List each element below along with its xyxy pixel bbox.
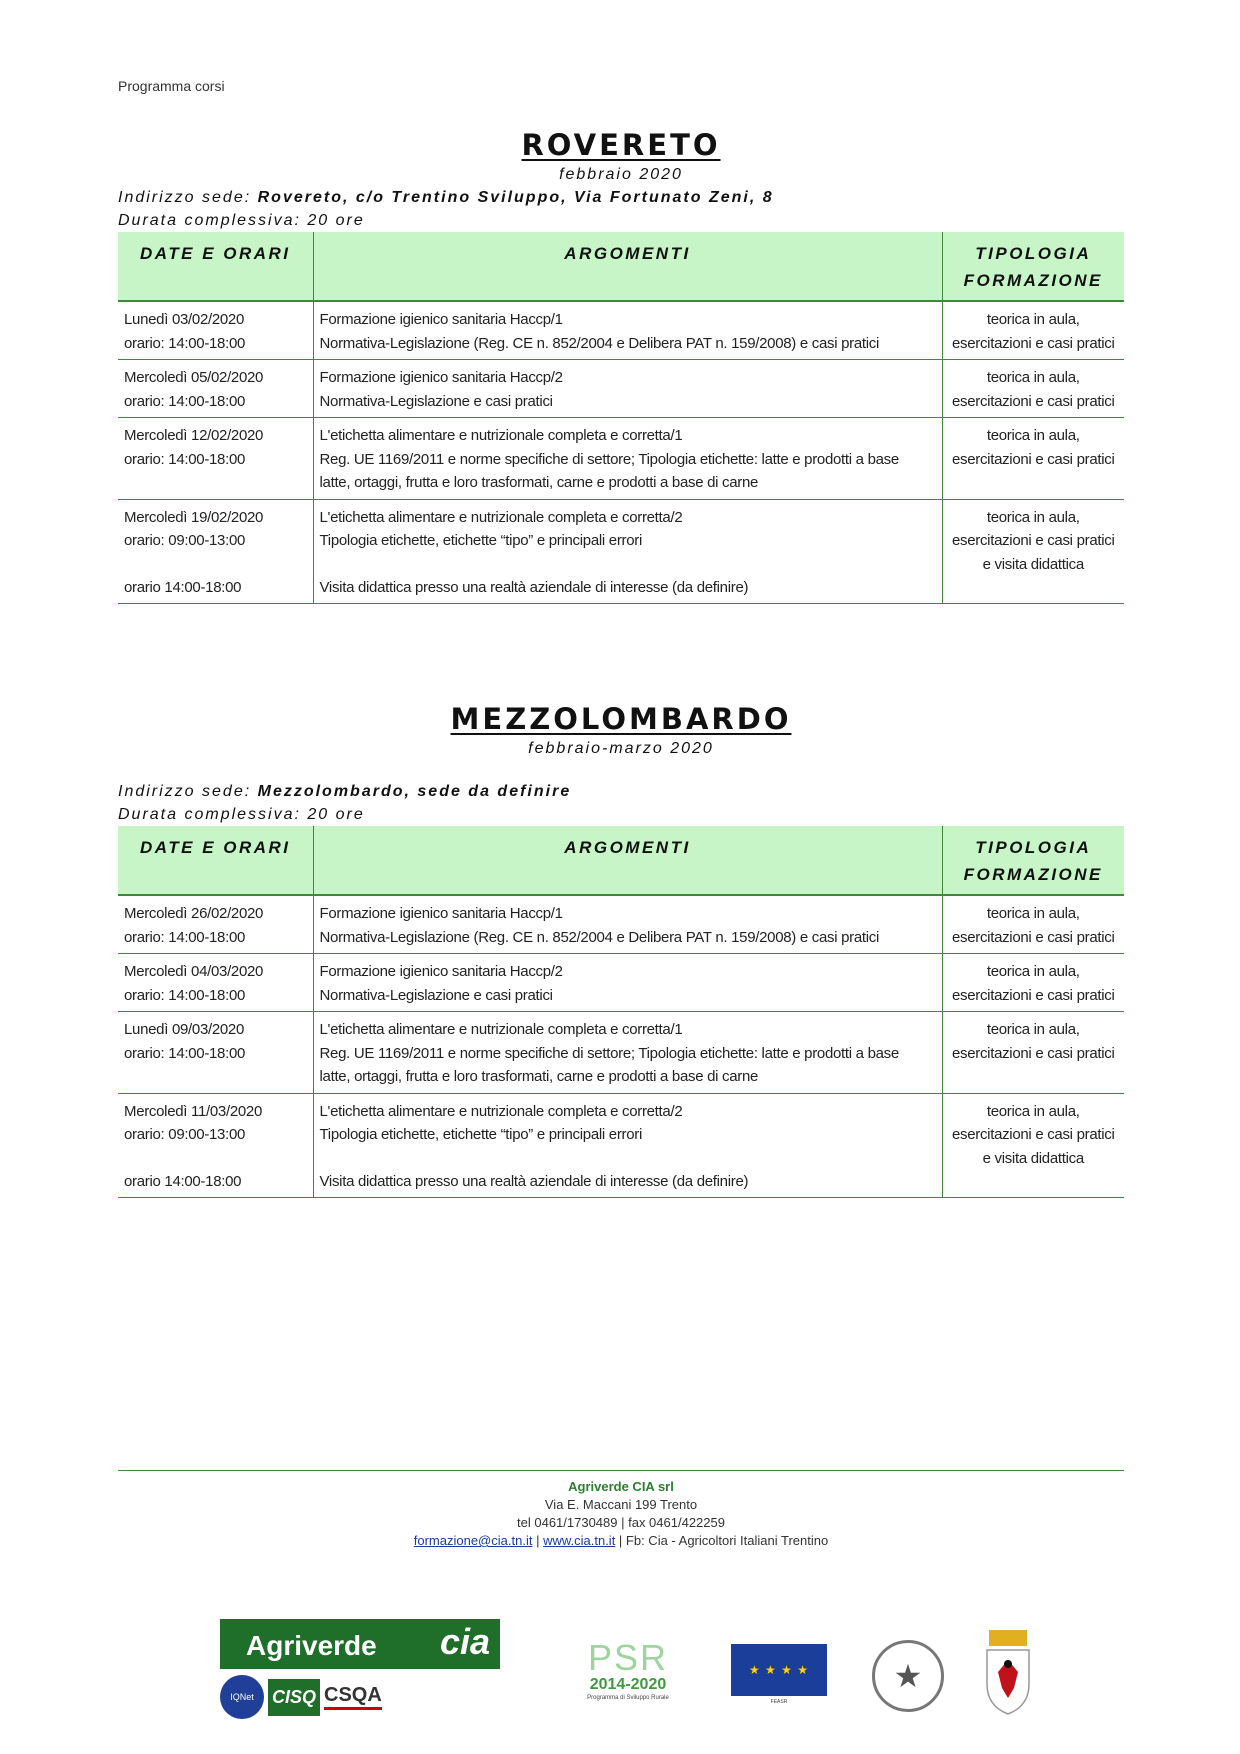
table-row: [118, 418, 1124, 500]
table-row: [118, 954, 1124, 1012]
address-label: Indirizzo sede:: [118, 189, 258, 206]
footer-divider: [118, 1470, 1124, 1471]
table-header-row: [118, 232, 1124, 301]
section-period: febbraio-marzo 2020: [528, 740, 714, 757]
date-cell: Mercoledì 04/03/2020 orario: 14:00-18:00: [118, 954, 313, 1012]
table-row: [118, 1012, 1124, 1094]
topics-cell: Formazione igienico sanitaria Haccp/2 Normativa-Legislazione e casi pratici: [313, 360, 942, 418]
duration-line: Durata complessiva: 20 ore: [118, 806, 365, 823]
col-type-header: TIPOLOGIA FORMAZIONE: [942, 232, 1124, 301]
date-cell: Mercoledì 11/03/2020 orario: 09:00-13:00 orario 14:00-18:00: [118, 1093, 313, 1198]
type-cell: teorica in aula, esercitazioni e casi pratici e visita didattica: [942, 499, 1124, 604]
duration-line: Durata complessiva: 20 ore: [118, 212, 365, 229]
date-cell: Mercoledì 19/02/2020 orario: 09:00-13:00 orario 14:00-18:00: [118, 499, 313, 604]
certification-logos: [220, 1675, 410, 1719]
col-date-header: DATE E ORARI: [118, 232, 313, 301]
topics-cell: L'etichetta alimentare e nutrizionale completa e corretta/2 Tipologia etichette, etichette “tipo” e principali errori Visita didattica presso una realtà aziendale di interesse (da definire): [313, 1093, 942, 1198]
iqnet-logo: IQNet: [220, 1675, 264, 1719]
section-mezzolombardo: [118, 700, 1124, 1198]
table-header-row: [118, 826, 1124, 895]
eu-flag-logo: ★ ★ ★ ★: [731, 1644, 827, 1696]
topics-cell: L'etichetta alimentare e nutrizionale completa e corretta/1 Reg. UE 1169/2011 e norme specifiche di settore; Tipologia etichette: latte e prodotti a base latte, ortaggi, frutta e loro trasformati, carne e prodotti a base di carne: [313, 1012, 942, 1094]
date-cell: Lunedì 03/02/2020 orario: 14:00-18:00: [118, 301, 313, 360]
col-type-header: TIPOLOGIA FORMAZIONE: [942, 826, 1124, 895]
type-cell: teorica in aula, esercitazioni e casi pratici: [942, 301, 1124, 360]
section-title: ROVERETO: [521, 128, 721, 162]
agriverde-cia-logo: Agriverde cia: [220, 1619, 500, 1669]
date-cell: Lunedì 09/03/2020 orario: 14:00-18:00: [118, 1012, 313, 1094]
table-row: [118, 360, 1124, 418]
section-rovereto: [118, 126, 1124, 604]
col-date-header: DATE E ORARI: [118, 826, 313, 895]
type-cell: teorica in aula, esercitazioni e casi pratici: [942, 360, 1124, 418]
date-cell: Mercoledì 12/02/2020 orario: 14:00-18:00: [118, 418, 313, 500]
address-label: Indirizzo sede:: [118, 783, 258, 800]
type-cell: teorica in aula, esercitazioni e casi pratici e visita didattica: [942, 1093, 1124, 1198]
italian-republic-emblem-icon: ★: [872, 1640, 944, 1712]
col-topics-header: ARGOMENTI: [313, 826, 942, 895]
topics-cell: Formazione igienico sanitaria Haccp/1 Normativa-Legislazione (Reg. CE n. 852/2004 e Delibera PAT n. 159/2008) e casi pratici: [313, 895, 942, 954]
address-line: [118, 780, 1124, 803]
table-row: [118, 895, 1124, 954]
footer-company: Agriverde CIA srl: [568, 1479, 674, 1494]
table-row: [118, 499, 1124, 604]
type-cell: teorica in aula, esercitazioni e casi pratici: [942, 895, 1124, 954]
address-value: Mezzolombardo, sede da definire: [257, 783, 572, 800]
date-cell: Mercoledì 05/02/2020 orario: 14:00-18:00: [118, 360, 313, 418]
topics-cell: L'etichetta alimentare e nutrizionale completa e corretta/1 Reg. UE 1169/2011 e norme specifiche di settore; Tipologia etichette: latte e prodotti a base latte, ortaggi, frutta e loro trasformati, carne e prodotti a base di carne: [313, 418, 942, 500]
topics-cell: L'etichetta alimentare e nutrizionale completa e corretta/2 Tipologia etichette, etichette “tipo” e principali errori Visita didattica presso una realtà aziendale di interesse (da definire): [313, 499, 942, 604]
topics-cell: Formazione igienico sanitaria Haccp/2 Normativa-Legislazione e casi pratici: [313, 954, 942, 1012]
topics-cell: Formazione igienico sanitaria Haccp/1 Normativa-Legislazione (Reg. CE n. 852/2004 e Delibera PAT n. 159/2008) e casi pratici: [313, 301, 942, 360]
section-period: febbraio 2020: [559, 166, 683, 183]
eu-caption: FEASR: [770, 1699, 788, 1705]
type-cell: teorica in aula, esercitazioni e casi pratici: [942, 1012, 1124, 1094]
email-link[interactable]: formazione@cia.tn.it: [413, 1533, 533, 1548]
psr-logo: PSR 2014-2020 Programma di Sviluppo Rurale: [587, 1637, 669, 1701]
address-line: [118, 186, 1124, 209]
section-title: MEZZOLOMBARDO: [450, 702, 792, 736]
table-row: [118, 1093, 1124, 1198]
footer-phone: tel 0461/1730489 | fax 0461/422259: [517, 1515, 725, 1530]
address-value: Rovereto, c/o Trentino Sviluppo, Via Fortunato Zeni, 8: [257, 189, 774, 206]
table-row: [118, 301, 1124, 360]
type-cell: teorica in aula, esercitazioni e casi pratici: [942, 954, 1124, 1012]
cisq-logo: CISQ: [268, 1679, 320, 1716]
course-table: [118, 826, 1124, 1198]
type-cell: teorica in aula, esercitazioni e casi pratici: [942, 418, 1124, 500]
social-text: | Fb: Cia - Agricoltori Italiani Trentino: [615, 1533, 829, 1548]
trentino-coat-of-arms-icon: [981, 1628, 1035, 1716]
csqa-logo: CSQA: [324, 1684, 382, 1710]
page-header: Programma corsi: [118, 78, 225, 94]
course-table: [118, 232, 1124, 604]
date-cell: Mercoledì 26/02/2020 orario: 14:00-18:00: [118, 895, 313, 954]
footer-contacts: formazione@cia.tn.it | www.cia.tn.it | Fb: Cia - Agricoltori Italiani Trentino: [413, 1533, 829, 1548]
website-link[interactable]: www.cia.tn.it: [543, 1533, 616, 1548]
col-topics-header: ARGOMENTI: [313, 232, 942, 301]
footer-address: Via E. Maccani 199 Trento: [544, 1497, 698, 1512]
footer: [118, 1478, 1124, 1550]
